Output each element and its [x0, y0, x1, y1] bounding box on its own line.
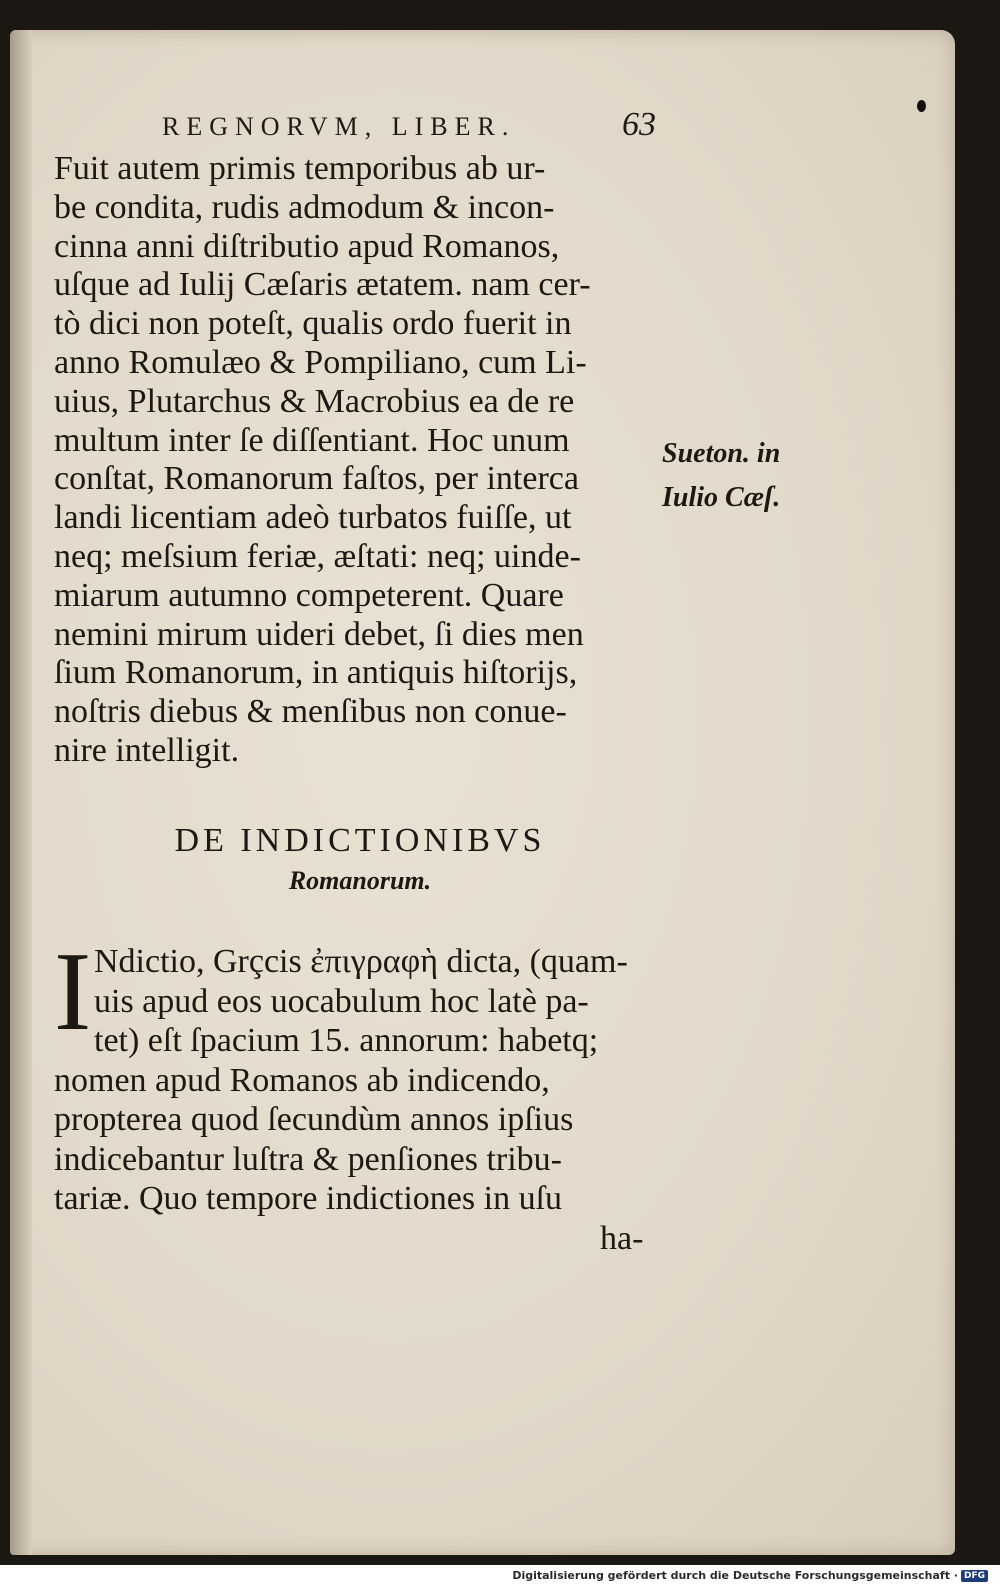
text-line: landi licentiam adeò turbatos fuiſſe, ut: [54, 499, 572, 537]
text-line: propterea quod ſecundùm annos ipſius: [54, 1101, 574, 1138]
catchword: ha-: [600, 1220, 644, 1257]
text-line: uius, Plutarchus & Macrobius ea de re: [54, 382, 575, 420]
marginal-note: [662, 432, 780, 520]
text-line: noſtris diebus & menſibus non conue-: [54, 693, 567, 731]
text-line: nomen apud Romanos ab indicendo,: [54, 1061, 550, 1099]
digitization-credit: [512, 1569, 988, 1582]
credit-text: Digitalisierung gefördert durch die Deutsche Forschungsgemeinschaft ·: [512, 1569, 958, 1582]
text-line: uſque ad Iulij Cæſaris ætatem. nam cer-: [54, 266, 591, 304]
text-line: indicebantur luſtra & penſiones tribu-: [54, 1140, 562, 1178]
text-line: tò dici non poteſt, qualis ordo fuerit in: [54, 305, 572, 343]
text-line: neq; meſsium feriæ, æſtati: neq; uinde-: [54, 537, 581, 575]
paragraph-one: [54, 150, 664, 771]
marginal-note-line: Sueton. in: [662, 438, 781, 469]
text-line: be condita, rudis admodum & incon-: [54, 188, 555, 226]
text-line: tet) eſt ſpacium 15. annorum: habetq;: [94, 1022, 599, 1059]
marginal-note-line: Iulio Cæſ.: [662, 482, 781, 513]
text-line: conſtat, Romanorum faſtos, per interca: [54, 460, 579, 498]
section-heading-sub: Romanorum.: [288, 866, 432, 895]
page-edge: [10, 30, 32, 1555]
text-line: nemini mirum uideri debet, ſi dies men: [54, 615, 584, 653]
text-line: Ndictio, Grçcis ἐπιγραφὴ dicta, (quam-: [94, 943, 628, 980]
dfg-logo: DFG: [961, 1570, 988, 1582]
paragraph-two: [54, 930, 664, 1219]
text-line: ſium Romanorum, in antiquis hiſtorijs,: [54, 654, 578, 692]
running-title: REGNORVM, LIBER.: [162, 112, 516, 141]
section-heading-main: DE INDICTIONIBVS: [174, 822, 546, 859]
text-line: tariæ. Quo tempore indictiones in uſu: [54, 1180, 563, 1217]
drop-cap: I: [54, 930, 92, 1054]
text-line: miarum autumno competerent. Quare: [54, 576, 564, 614]
ink-spot: [917, 100, 926, 112]
text-line: Fuit autem primis temporibus ab ur-: [54, 150, 546, 187]
text-line: cinna anni diſtributio apud Romanos,: [54, 227, 560, 265]
section-heading: [0, 822, 720, 896]
text-line: multum inter ſe diſſentiant. Hoc unum: [54, 421, 570, 459]
text-line: nire intelligit.: [54, 731, 240, 769]
page-number: 63: [622, 106, 656, 143]
text-line: uis apud eos uocabulum hoc latè pa-: [94, 982, 589, 1020]
text-line: anno Romulæo & Pompiliano, cum Li-: [54, 343, 587, 381]
